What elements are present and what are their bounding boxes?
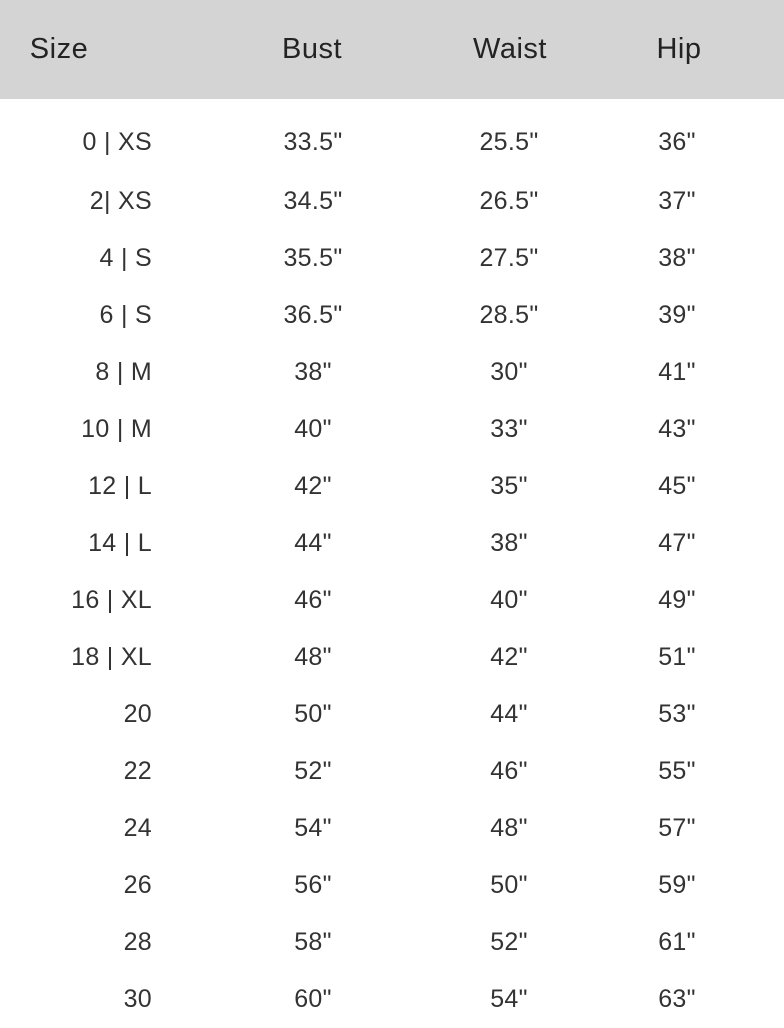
table-row [0, 515, 784, 572]
cell-bust: 50" [294, 700, 332, 728]
table-row [0, 800, 784, 857]
table-header [0, 0, 784, 99]
table-row [0, 287, 784, 344]
cell-bust: 54" [294, 814, 332, 842]
cell-size: 10 | M [81, 415, 152, 443]
cell-waist: 33" [490, 415, 528, 443]
cell-size: 4 | S [99, 244, 152, 272]
table-row [0, 971, 784, 1028]
cell-size: 26 [123, 871, 152, 899]
table-row [0, 686, 784, 743]
column-header-size: Size [29, 33, 89, 65]
table-body [0, 99, 784, 1028]
column-header-bust: Bust [281, 33, 343, 65]
cell-bust: 44" [294, 529, 332, 557]
cell-waist: 28.5" [479, 301, 539, 329]
cell-waist: 42" [490, 643, 528, 671]
cell-hip: 51" [658, 643, 696, 671]
cell-waist: 46" [490, 757, 528, 785]
cell-hip: 53" [658, 700, 696, 728]
cell-waist: 54" [490, 985, 528, 1013]
cell-waist: 40" [490, 586, 528, 614]
cell-hip: 45" [658, 472, 696, 500]
column-header-hip: Hip [656, 33, 702, 65]
cell-bust: 52" [294, 757, 332, 785]
cell-size: 0 | XS [82, 127, 152, 156]
cell-size: 14 | L [88, 529, 152, 557]
cell-size: 30 [123, 985, 152, 1013]
table-row [0, 99, 784, 173]
table-row [0, 857, 784, 914]
cell-waist: 44" [490, 700, 528, 728]
cell-hip: 57" [658, 814, 696, 842]
cell-hip: 47" [658, 529, 696, 557]
cell-waist: 52" [490, 928, 528, 956]
cell-hip: 39" [658, 301, 696, 329]
cell-size: 22 [123, 757, 152, 785]
cell-bust: 33.5" [283, 127, 343, 156]
cell-size: 16 | XL [71, 586, 152, 614]
table-row [0, 401, 784, 458]
table-row [0, 743, 784, 800]
table-row [0, 230, 784, 287]
cell-hip: 59" [658, 871, 696, 899]
cell-hip: 61" [658, 928, 696, 956]
table-row [0, 173, 784, 230]
cell-size: 8 | M [95, 358, 152, 386]
cell-bust: 48" [294, 643, 332, 671]
cell-waist: 25.5" [479, 127, 539, 156]
cell-hip: 55" [658, 757, 696, 785]
cell-waist: 35" [490, 472, 528, 500]
table-row [0, 629, 784, 686]
cell-bust: 35.5" [283, 244, 343, 272]
cell-bust: 46" [294, 586, 332, 614]
cell-bust: 34.5" [283, 187, 343, 215]
cell-bust: 56" [294, 871, 332, 899]
cell-bust: 36.5" [283, 301, 343, 329]
column-header-waist: Waist [473, 33, 547, 65]
table-row [0, 572, 784, 629]
cell-hip: 37" [658, 187, 696, 215]
cell-hip: 43" [658, 415, 696, 443]
cell-waist: 30" [490, 358, 528, 386]
cell-hip: 38" [658, 244, 696, 272]
cell-hip: 63" [658, 985, 696, 1013]
cell-bust: 40" [294, 415, 332, 443]
cell-hip: 36" [658, 127, 696, 156]
table-row [0, 458, 784, 515]
table-header-row [0, 0, 784, 99]
cell-size: 18 | XL [71, 643, 152, 671]
table-row [0, 344, 784, 401]
cell-size: 12 | L [88, 472, 152, 500]
cell-size: 28 [123, 928, 152, 956]
cell-size: 24 [123, 814, 152, 842]
cell-waist: 26.5" [479, 187, 539, 215]
table-row [0, 914, 784, 971]
cell-bust: 38" [294, 358, 332, 386]
cell-waist: 48" [490, 814, 528, 842]
cell-waist: 27.5" [479, 244, 539, 272]
cell-size: 20 [123, 700, 152, 728]
cell-waist: 50" [490, 871, 528, 899]
cell-waist: 38" [490, 529, 528, 557]
cell-bust: 58" [294, 928, 332, 956]
cell-size: 6 | S [99, 301, 152, 329]
cell-bust: 60" [294, 985, 332, 1013]
cell-size: 2| XS [89, 187, 152, 215]
cell-hip: 41" [658, 358, 696, 386]
cell-bust: 42" [294, 472, 332, 500]
cell-hip: 49" [658, 586, 696, 614]
